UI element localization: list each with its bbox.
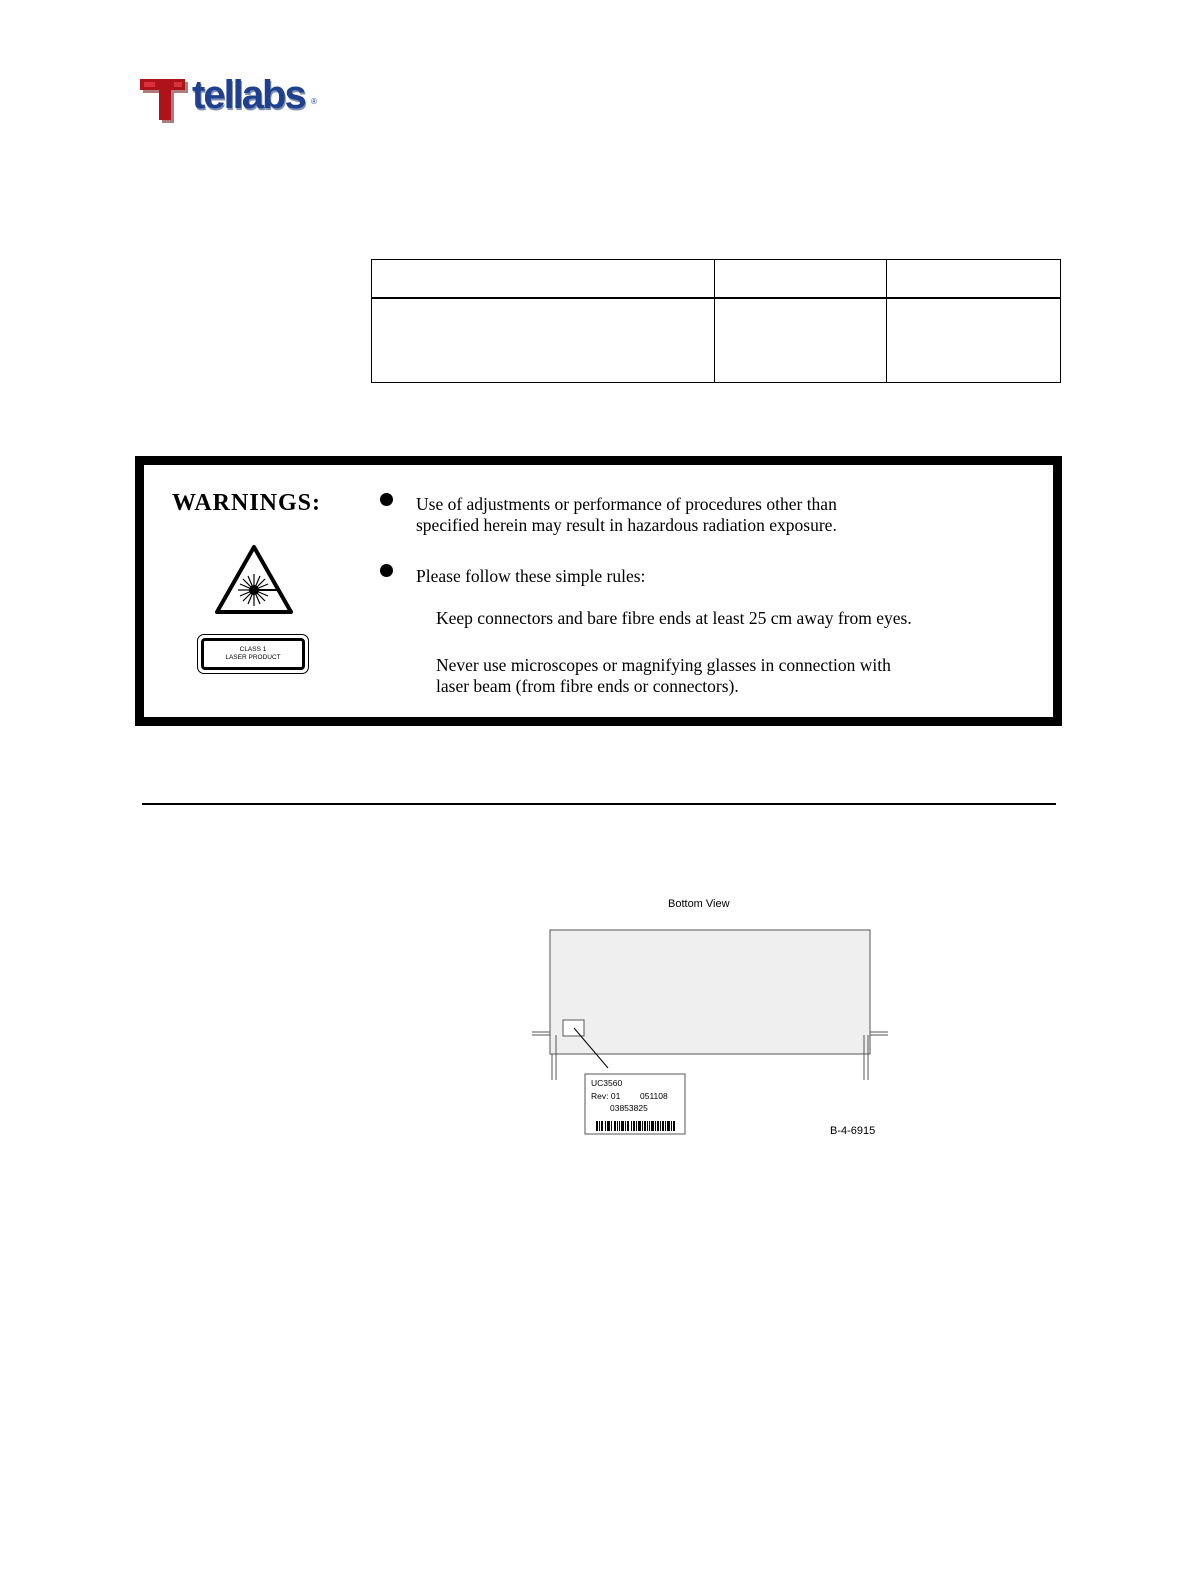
rule-text-line: Never use microscopes or magnifying glasses in connection with bbox=[436, 655, 891, 675]
rule-text-line: Keep connectors and bare fibre ends at least 25 cm away from eyes. bbox=[436, 608, 912, 628]
laser-label-line2: LASER PRODUCT bbox=[225, 654, 281, 661]
warning-bullet-2 bbox=[416, 566, 645, 587]
laser-class-label bbox=[197, 634, 309, 674]
diagram-title: Bottom View bbox=[668, 898, 730, 910]
laser-radiation-warning-icon bbox=[214, 544, 294, 616]
figure-id: B-4-6915 bbox=[830, 1125, 876, 1137]
table-cell bbox=[714, 260, 887, 299]
label-date: 051108 bbox=[640, 1091, 668, 1101]
label-product: UC3560 bbox=[591, 1078, 623, 1088]
registered-mark: ® bbox=[311, 97, 317, 106]
laser-label-line1: CLASS 1 bbox=[239, 646, 267, 653]
table-cell bbox=[887, 260, 1061, 299]
bullet-icon bbox=[380, 564, 393, 577]
rule-2 bbox=[436, 655, 891, 697]
table-row bbox=[372, 298, 1061, 383]
label-serial: 03853825 bbox=[610, 1103, 648, 1113]
tellabs-mark-icon bbox=[140, 77, 196, 125]
document-table bbox=[371, 259, 1061, 383]
label-rev: Rev: 01 bbox=[591, 1091, 621, 1101]
warning-text-line: Please follow these simple rules: bbox=[416, 566, 646, 586]
table-cell bbox=[714, 298, 887, 383]
bullet-icon bbox=[380, 493, 393, 506]
warnings-title: WARNINGS: bbox=[172, 490, 322, 516]
warning-bullet-1 bbox=[416, 494, 837, 536]
table-cell bbox=[372, 260, 715, 299]
table-header-row bbox=[372, 260, 1061, 299]
tellabs-logo bbox=[140, 73, 320, 127]
table-cell bbox=[887, 298, 1061, 383]
rule-1 bbox=[436, 608, 912, 629]
table-cell bbox=[372, 298, 715, 383]
rule-text-line: laser beam (from fibre ends or connectors). bbox=[436, 676, 739, 696]
warning-text-line: specified herein may result in hazardous radiation exposure. bbox=[416, 515, 837, 535]
warning-text-line: Use of adjustments or performance of procedures other than bbox=[416, 494, 837, 514]
logo-wordmark: tellabs bbox=[192, 73, 305, 117]
bottom-view-diagram bbox=[528, 898, 888, 1148]
section-divider bbox=[142, 803, 1056, 805]
module-outline bbox=[528, 898, 888, 1148]
